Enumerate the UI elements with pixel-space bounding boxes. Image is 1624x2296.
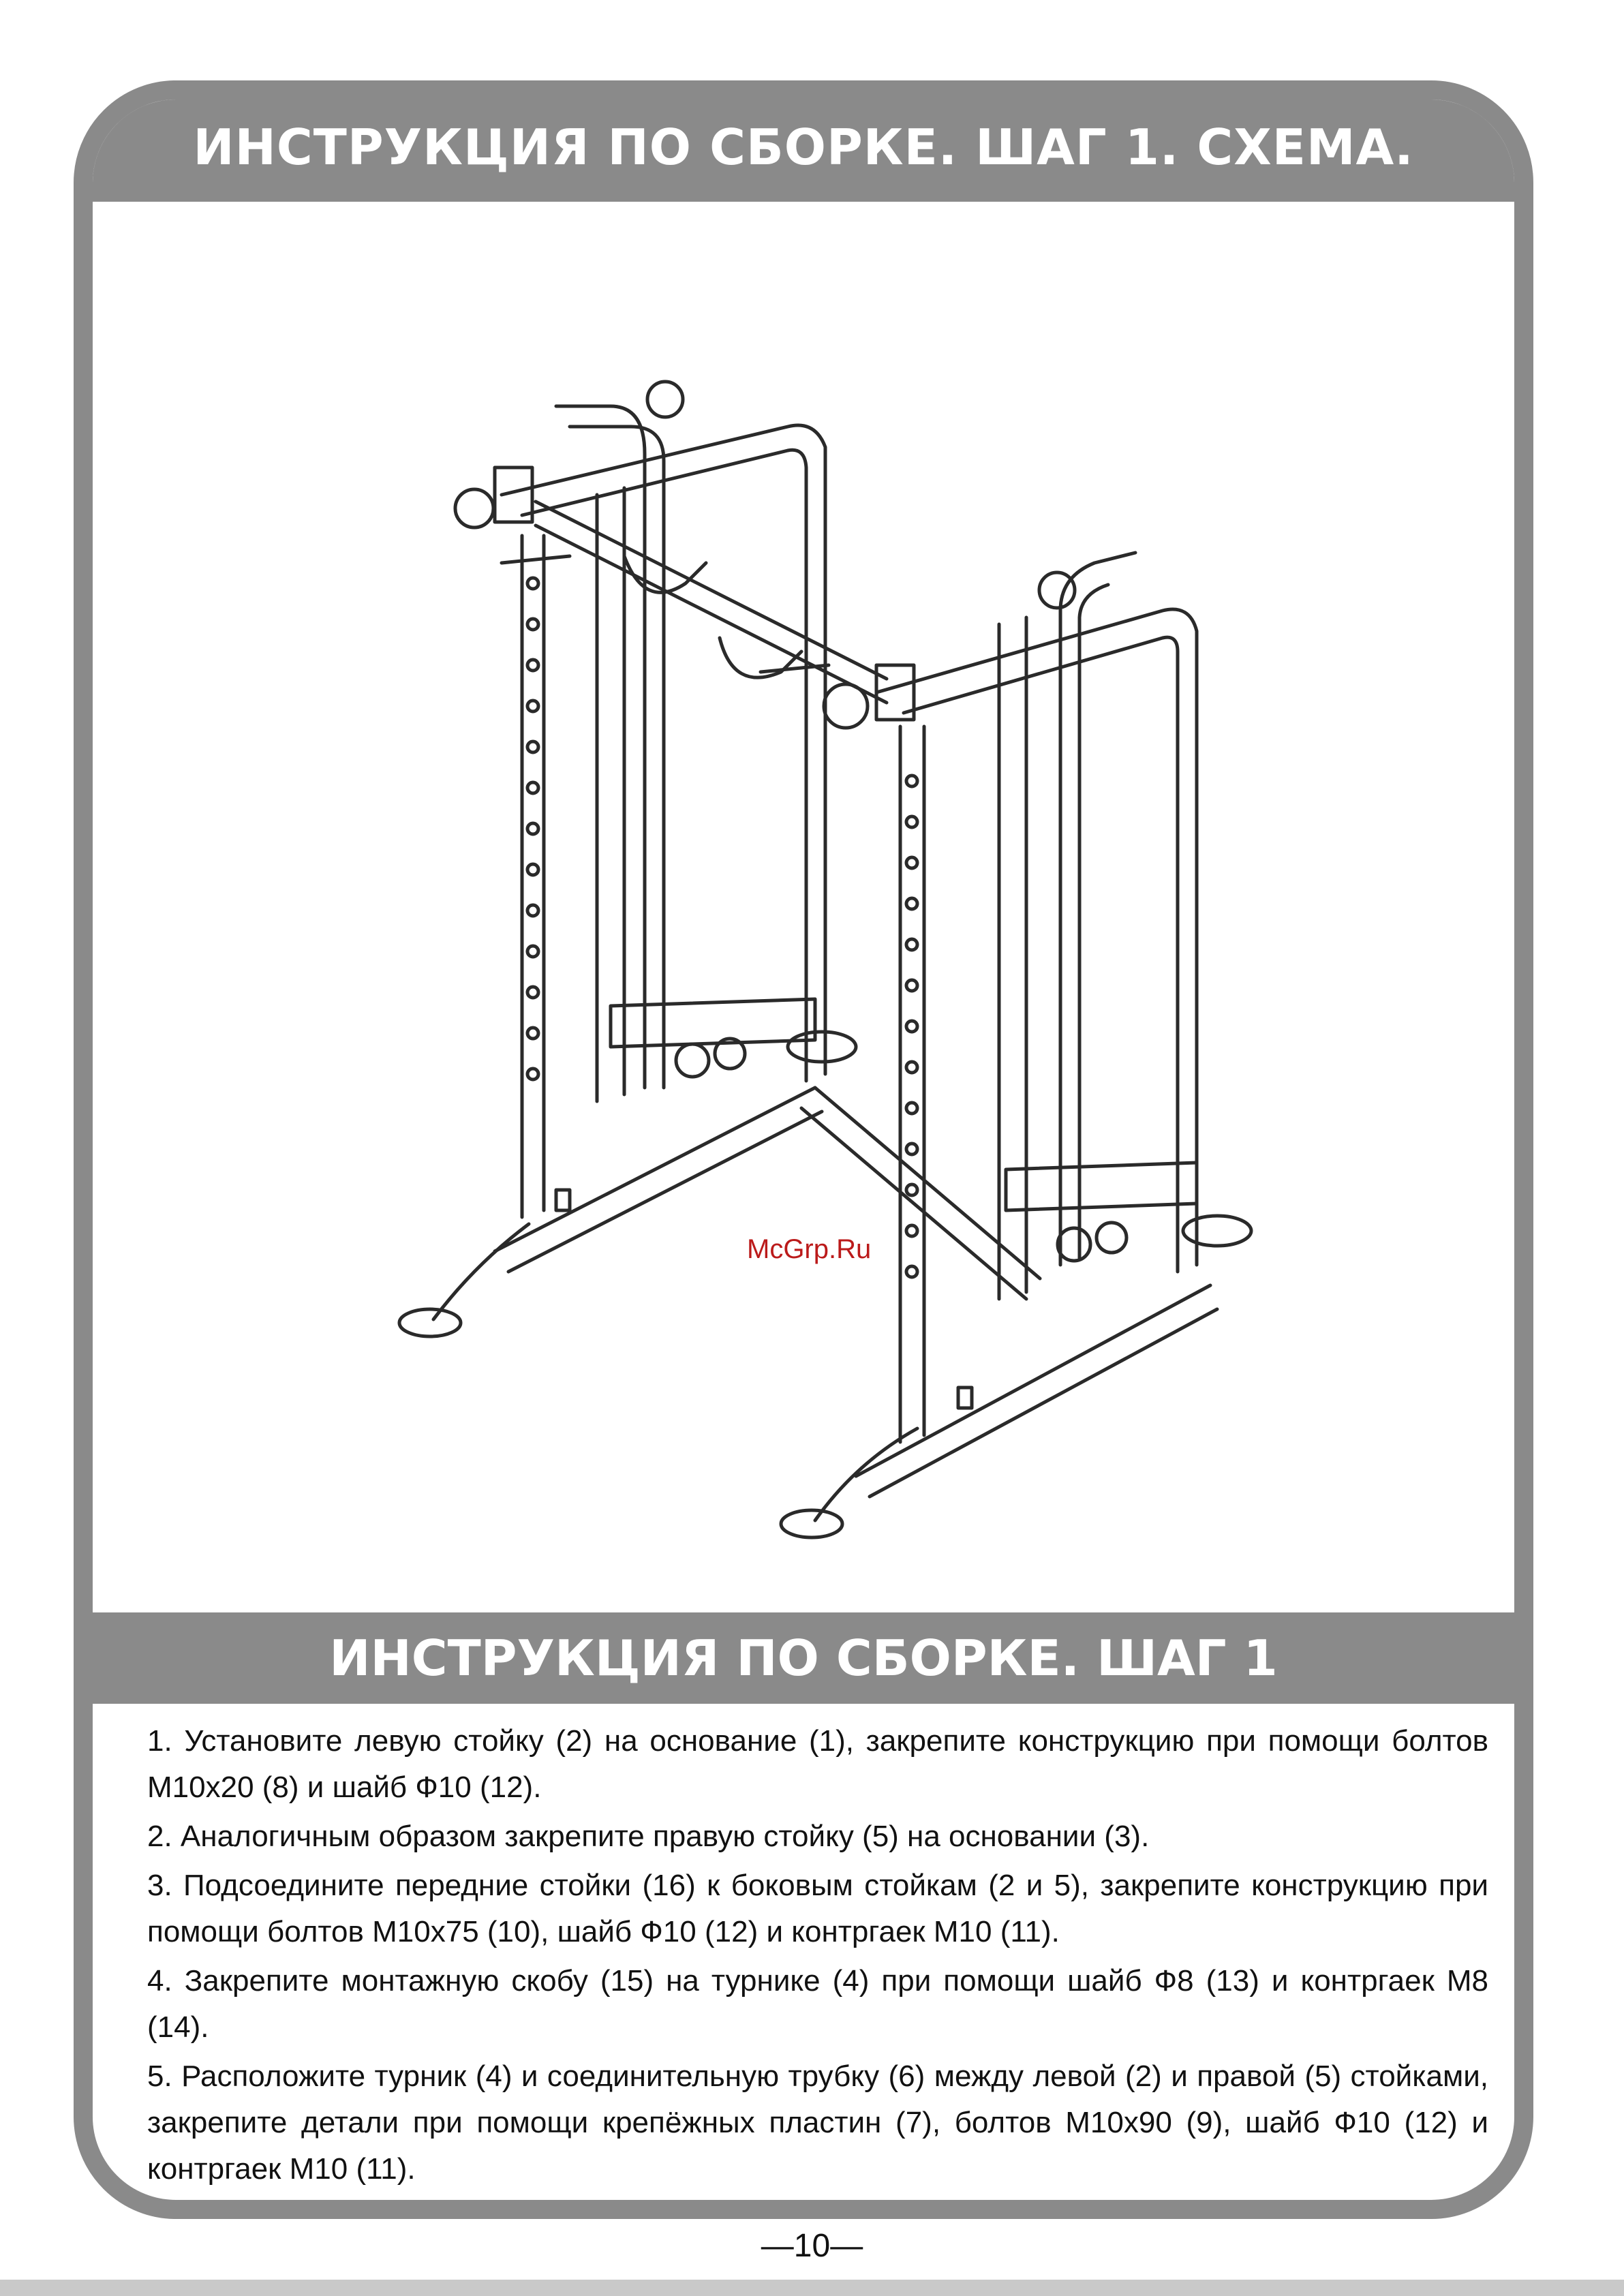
left-post-cap	[556, 1190, 570, 1210]
right-weight-disc	[1058, 1228, 1090, 1261]
right-top-disc	[824, 684, 868, 728]
assembly-diagram	[93, 202, 1514, 1612]
section-title: ИНСТРУКЦИЯ ПО СБОРКЕ. ШАГ 1	[93, 1612, 1514, 1704]
right-rear-upright-inner	[1079, 585, 1108, 1258]
right-post-cap	[958, 1388, 972, 1408]
page-number: —10—	[761, 2228, 863, 2264]
right-rear-disc	[1039, 572, 1075, 608]
instruction-steps	[147, 1718, 1488, 2195]
page-title: ИНСТРУКЦИЯ ПО СБОРКЕ. ШАГ 1. СХЕМА.	[93, 100, 1514, 202]
left-foot	[433, 1224, 529, 1319]
right-lower-brace	[1006, 1163, 1197, 1210]
right-base-rail	[856, 1285, 1210, 1476]
power-rack-drawing	[93, 202, 1514, 1612]
left-top-disc	[455, 489, 493, 527]
pullup-crossbar-bottom	[536, 525, 887, 703]
rear-right-foot-pad	[1183, 1216, 1251, 1246]
left-rear-disc	[647, 382, 683, 417]
right-base-rail-2	[870, 1309, 1217, 1497]
right-foot-pad	[781, 1510, 842, 1537]
step-3: 3. Подсоедините передние стойки (16) к боковым стойкам (2 и 5), закрепите конструкцию при помощи болтов М10х75 (10), шайб Ф10 (12) и контргаек М10 (11).	[147, 1869, 1488, 1948]
right-weight-disc-2	[1097, 1223, 1127, 1253]
step-1: 1. Установите левую стойку (2) на основание (1), закрепите конструкцию при помощи болтов М10х20 (8) и шайб Ф10 (12).	[147, 1724, 1488, 1804]
left-lower-brace	[611, 999, 815, 1047]
pullup-crossbar-top	[536, 502, 887, 679]
page-frame	[74, 80, 1533, 2219]
step-2: 2. Аналогичным образом закрепите правую стойку (5) на основании (3).	[147, 1820, 1150, 1853]
rear-left-foot-pad	[788, 1032, 856, 1062]
bottom-bar	[0, 2280, 1624, 2296]
center-base-rail-2	[801, 1108, 1026, 1299]
right-rear-upright	[1060, 553, 1135, 1265]
left-foot-pad	[399, 1309, 461, 1336]
short-bar-left	[502, 556, 570, 563]
step-4: 4. Закрепите монтажную скобу (15) на турнике (4) при помощи шайб Ф8 (13) и контргаек М8 (14).	[147, 1964, 1488, 2044]
watermark-text: McGrp.Ru	[747, 1234, 872, 1264]
step-5: 5. Расположите турник (4) и соединительную трубку (6) между левой (2) и правой (5) стойками, закрепите детали при помощи крепёжных пластин (7), болтов М10х90 (9), шайб Ф10 (12) и контргаек М10 (11).	[147, 2060, 1488, 2186]
left-weight-disc	[676, 1044, 709, 1077]
left-front-pegs	[527, 578, 538, 1080]
right-foot	[815, 1428, 917, 1520]
right-top-rail-inner	[904, 637, 1178, 1272]
left-rear-upright	[556, 406, 645, 1088]
